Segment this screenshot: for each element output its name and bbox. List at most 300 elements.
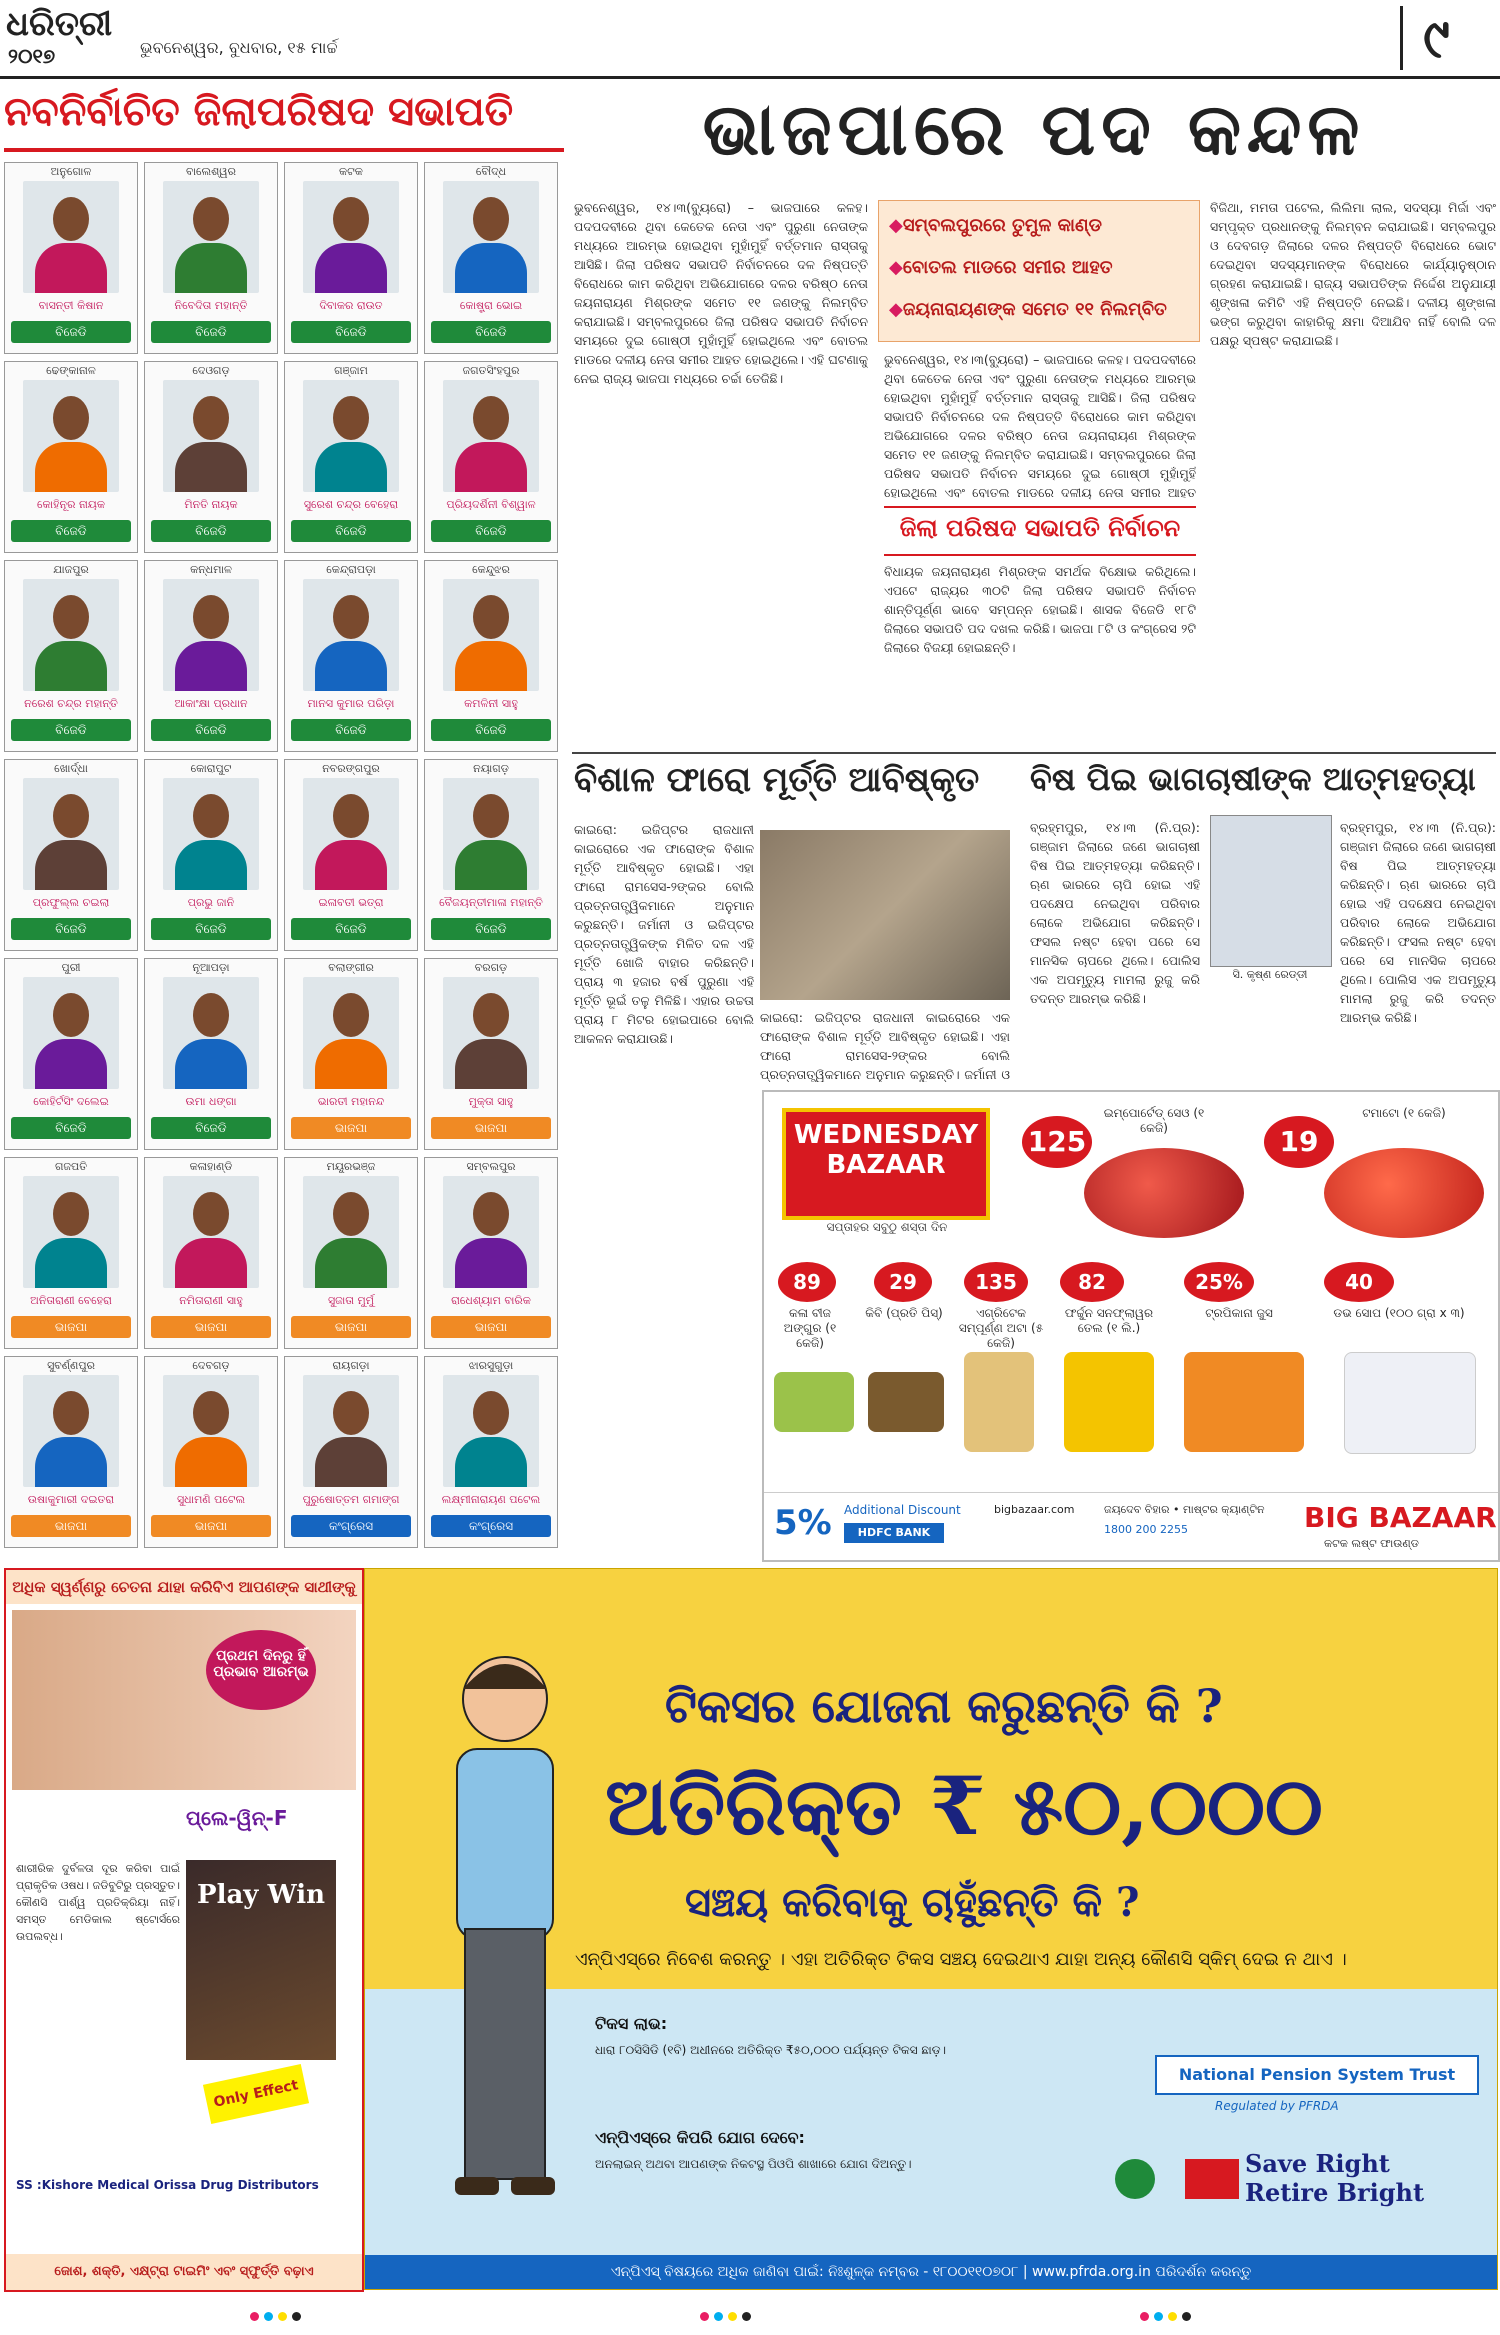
member-photo [23, 1375, 119, 1487]
member-body [175, 243, 247, 293]
pw-brand: ପ୍ଲେ-ୱିନ୍-F [186, 1806, 288, 1830]
zp-member-card[interactable] [144, 958, 278, 1150]
member-face [53, 794, 89, 838]
member-photo [163, 1176, 259, 1288]
member-body [175, 840, 247, 890]
bb-address: ଜୟଦେବ ବିହାର • ମାଷ୍ଟର କ୍ୟାଣ୍ଟିନ [1104, 1503, 1265, 1516]
member-name: ଦିବାକର ରାଉତ [319, 299, 383, 312]
zp-election-subhead: ଜିଲା ପରିଷଦ ସଭାପତି ନିର୍ବାଚନ [884, 506, 1196, 556]
item-name: କିବି (ପ୍ରତି ପିସ୍) [865, 1306, 943, 1320]
page-number: ୯ [1400, 6, 1450, 70]
district-label: ଢେଙ୍କାନାଳ [46, 364, 96, 377]
reg-mark [728, 2312, 737, 2321]
reg-mark [1168, 2312, 1177, 2321]
member-photo [303, 1176, 399, 1288]
pfrda-logo-icon [1115, 2159, 1155, 2199]
district-label: ଖୋର୍ଦ୍ଧା [54, 762, 88, 775]
member-body [315, 1238, 387, 1288]
member-face [53, 197, 89, 241]
nps-headline-3: ସଞ୍ଚୟ କରିବାକୁ ଚାହୁଁଛନ୍ତି କି ? [685, 1879, 1140, 1926]
wb-title2: BAZAAR [826, 1150, 946, 1180]
nps-footer[interactable]: ଏନ୍‌ପିଏସ୍ ବିଷୟରେ ଅଧିକ ଜାଣିବା ପାଇଁ: ନିଃଶୁଳ୍କ ନମ୍ବର - ୧୮୦୦୧୧୦୭୦୮ | www.pfrda.org.in ପରିଦର୍ଶନ କରନ୍ତୁ [365, 2255, 1497, 2289]
zp-member-card[interactable] [144, 361, 278, 553]
member-name: ପ୍ରିୟଦର୍ଶିନୀ ବିଶ୍ୱାଳ [446, 498, 536, 511]
price-tag: 125 [1022, 1116, 1092, 1168]
zp-member-card[interactable] [4, 560, 138, 752]
nps-ad[interactable] [364, 1568, 1498, 2290]
bb-phone: 1800 200 2255 [1104, 1523, 1188, 1536]
member-photo [303, 579, 399, 691]
bigbazaar-logo: BIG BAZAAR [1304, 1501, 1497, 1534]
member-photo [23, 977, 119, 1089]
member-photo [23, 181, 119, 293]
district-label: ବଲାଙ୍ଗୀର [328, 961, 374, 974]
farmer-headline[interactable]: ବିଷ ପିଇ ଭାଗଚାଷୀଙ୍କ ଆତ୍ମହତ୍ୟା [1030, 760, 1476, 798]
member-face [53, 993, 89, 1037]
nps-join-text: ଅନଲାଇନ୍ ଅଥବା ଆପଣଙ୍କ ନିକଟସ୍ଥ ପିଓପି ଶାଖାରେ ଯୋଗ ଦିଅନ୍ତୁ। [595, 2157, 912, 2171]
member-face [473, 595, 509, 639]
lead-bullets-box [878, 200, 1200, 342]
statue-photo [760, 830, 1010, 1000]
zp-member-card[interactable] [4, 361, 138, 553]
zp-member-card[interactable] [284, 1356, 418, 1548]
price-tag: 82 [1060, 1262, 1124, 1302]
playwin-ad[interactable] [4, 1568, 364, 2292]
zp-member-card[interactable] [4, 162, 138, 354]
reg-mark [278, 2312, 287, 2321]
lead-headline[interactable]: ଭାଜପାରେ ପଦ କନ୍ଦଳ [702, 86, 1366, 171]
member-body [175, 1437, 247, 1487]
zp-member-card[interactable] [424, 759, 558, 951]
oil-pack-image [1064, 1352, 1154, 1452]
member-name: କୋହିନୂର ନାୟକ [36, 498, 106, 511]
district-label: ଅନୁଗୋଳ [50, 165, 92, 178]
member-photo [163, 579, 259, 691]
member-body [455, 1238, 527, 1288]
zp-member-card[interactable] [284, 361, 418, 553]
member-face [333, 595, 369, 639]
member-face [193, 993, 229, 1037]
member-face [333, 794, 369, 838]
party-badge: ବିଜେଡି [11, 1117, 131, 1139]
member-body [455, 243, 527, 293]
district-label: ବୌଦ୍ଧ [475, 165, 507, 178]
member-name: ସୁରେଶ ଚନ୍ଦ୍ର ବେହେରା [303, 498, 399, 511]
item-name: ଇମ୍ପୋର୍ଟେଡ୍ ସେଓ (୧ କେଜି) [1103, 1106, 1205, 1135]
member-name: କୋଷ୍ଟ୍ରା ଭୋଇ [459, 299, 523, 312]
member-name: ବାସନ୍ତୀ କିଷାନ [38, 299, 104, 312]
member-photo [23, 579, 119, 691]
member-photo [23, 1176, 119, 1288]
district-label: କୋରାପୁଟ [190, 762, 232, 775]
zp-section-title: ନବନିର୍ବାଚିତ ଜିଲାପରିଷଦ ସଭାପତି [4, 88, 564, 152]
member-name: ମିନତି ନାୟକ [184, 498, 238, 511]
member-name: ନମିତାରାଣୀ ସାହୁ [179, 1294, 243, 1307]
member-face [333, 1391, 369, 1435]
member-photo [443, 1176, 539, 1288]
party-badge: ଭାଜପା [11, 1515, 131, 1537]
member-face [473, 993, 509, 1037]
member-photo [443, 181, 539, 293]
pw-offer-badge: Only Effect [203, 2064, 309, 2124]
district-label: ସୁବର୍ଣ୍ଣପୁର [47, 1359, 95, 1372]
wb-title1: WEDNESDAY [793, 1120, 979, 1150]
party-badge: ବିଜେଡି [151, 719, 271, 741]
reg-mark [1140, 2312, 1149, 2321]
price-tag: 25% [1184, 1262, 1254, 1302]
item-name: ଟମାଟୋ (୧ କେଜି) [1362, 1106, 1446, 1120]
item-name: କଳା ବୀଜ ଅଙ୍ଗୁର (୧ କେଜି) [783, 1306, 837, 1350]
member-photo [303, 1375, 399, 1487]
party-badge: ଭାଜପା [431, 1316, 551, 1338]
district-label: ମୟୂରଭଞ୍ଜ [326, 1160, 376, 1173]
member-body [35, 243, 107, 293]
member-body [455, 641, 527, 691]
member-body [455, 1039, 527, 1089]
member-face [473, 396, 509, 440]
member-face [53, 1391, 89, 1435]
nps-join-title: ଏନ୍‌ପିଏସ୍‌ରେ କିପରି ଯୋଗ ଦେବେ: [595, 2128, 805, 2147]
zp-member-card[interactable] [144, 1157, 278, 1349]
party-badge: କଂଗ୍ରେସ [431, 1515, 551, 1537]
member-name: ପ୍ରଭୁ ଜାନି [187, 896, 235, 909]
hdfc-logo: HDFC BANK [844, 1523, 944, 1543]
member-body [455, 840, 527, 890]
item-name: ଡଭ ସୋପ (୧୦୦ ଗ୍ରା x ୩) [1333, 1306, 1465, 1320]
party-badge: ବିଜେଡି [431, 719, 551, 741]
member-photo [163, 778, 259, 890]
party-badge: ଭାଜପା [151, 1316, 271, 1338]
farmer-story-col1: ବ୍ରହ୍ମପୁର, ୧୪।୩ (ନି.ପ୍ର): ଗଞ୍ଜାମ ଜିଲାରେ ଜଣେ ଭାଗଚାଷୀ ବିଷ ପିଇ ଆତ୍ମହତ୍ୟା କରିଛନ୍ତି। ଋଣ ଭାରରେ ଚାପି ହୋଇ ଏହି ପଦକ୍ଷେପ ନେଇଥିବା ପରିବାର ଲୋକେ ଅଭିଯୋଗ କରିଛନ୍ତି। ଫସଲ ନଷ୍ଟ ହେବା ପରେ ସେ ମାନସିକ ଚାପରେ ଥିଲେ। ପୋଲିସ ଏକ ଅପମୃତ୍ୟୁ ମାମଲା ରୁଜୁ କରି ତଦନ୍ତ ଆରମ୍ଭ କରିଛି। [1030, 820, 1200, 1006]
nps-trust-logo: National Pension System Trust [1155, 2055, 1479, 2095]
member-name: ଭାରତୀ ମହାନନ୍ଦ [317, 1095, 385, 1108]
zp-member-card[interactable] [284, 162, 418, 354]
member-face [53, 1192, 89, 1236]
price-tag: 89 [778, 1262, 836, 1302]
reg-mark [292, 2312, 301, 2321]
district-label: ଜଗତସିଂହପୁର [462, 364, 520, 377]
member-body [35, 442, 107, 492]
member-photo [23, 778, 119, 890]
farmer-story-col2: ବ୍ରହ୍ମପୁର, ୧୪।୩ (ନି.ପ୍ର): ଗଞ୍ଜାମ ଜିଲାରେ ଜଣେ ଭାଗଚାଷୀ ବିଷ ପିଇ ଆତ୍ମହତ୍ୟା କରିଛନ୍ତି। ଋଣ ଭାରରେ ଚାପି ହୋଇ ଏହି ପଦକ୍ଷେପ ନେଇଥିବା ପରିବାର ଲୋକେ ଅଭିଯୋଗ କରିଛନ୍ତି। ଫସଲ ନଷ୍ଟ ହେବା ପରେ ସେ ମାନସିକ ଚାପରେ ଥିଲେ। ପୋଲିସ ଏକ ଅପମୃତ୍ୟୁ ମାମଲା ରୁଜୁ କରି ତଦନ୍ତ ଆରମ୍ଭ କରିଛି। [1340, 820, 1496, 1025]
district-label: ଗଜପତି [54, 1160, 88, 1173]
nps-benefit-title: ଟିକସ ଲାଭ: [595, 2014, 668, 2033]
save-right-retire-bright [1245, 2149, 1465, 2209]
district-label: ସମ୍ବଲପୁର [466, 1160, 516, 1173]
party-badge: ବିଜେଡି [11, 520, 131, 542]
lead-bullet: ◆ ସମ୍ବଲପୁରରେ ତୁମୁଳ କାଣ୍ଡ [889, 215, 1102, 236]
zp-member-card[interactable] [4, 1356, 138, 1548]
member-name: ପୁରୁଷୋତ୍ତମ ଗମାଙ୍ଗ [302, 1493, 400, 1506]
item-name: ଫର୍ଚ୍ଚୁନ ସନଫ୍ଲାୱର ତେଲ (୧ ଲି.) [1064, 1306, 1154, 1335]
member-face [193, 794, 229, 838]
party-badge: ବିଜେଡି [151, 321, 271, 343]
offer-percent: 5% [774, 1503, 832, 1543]
reg-mark [714, 2312, 723, 2321]
member-photo [163, 977, 259, 1089]
divider [572, 752, 1496, 754]
member-face [193, 595, 229, 639]
member-photo [163, 181, 259, 293]
district-label: ଯାଜପୁର [53, 563, 89, 576]
zp-member-card[interactable] [424, 1157, 558, 1349]
couple-photo [12, 1610, 356, 1790]
cartoon-man-illustration [405, 1629, 605, 2229]
member-face [333, 1192, 369, 1236]
member-body [455, 1437, 527, 1487]
member-name: ମାନସ କୁମାର ପରିଡ଼ା [307, 697, 395, 710]
zp-member-card[interactable] [424, 361, 558, 553]
party-badge: ଭାଜପା [431, 1117, 551, 1139]
lead-bullet: ◆ ବୋତଲ ମାଡରେ ସମୀର ଆହତ [889, 257, 1113, 278]
item-name: ଟ୍ରପିକାନା ଜୁସ [1205, 1306, 1273, 1320]
zp-member-card[interactable] [4, 1157, 138, 1349]
member-photo [163, 380, 259, 492]
member-name: ନରେଶ ଚନ୍ଦ୍ର ମହାନ୍ତି [24, 697, 118, 710]
party-badge: ବିଜେଡି [431, 321, 551, 343]
member-face [193, 1192, 229, 1236]
member-body [175, 1238, 247, 1288]
pw-footer: ଜୋଶ, ଶକ୍ତି, ଏକ୍ଷ୍ଟ୍ରା ଟାଇମିଂ ଏବଂ ସ୍ଫୁର୍ତ୍ତି ବଢ଼ାଏ [6, 2254, 362, 2290]
member-face [193, 1391, 229, 1435]
zp-member-card[interactable] [144, 759, 278, 951]
member-name: ସୁଧାମଣି ପଟେଲ [176, 1493, 246, 1506]
lead-bullet: ◆ ଜୟନାରାୟଣଙ୍କ ସମେତ ୧୧ ନିଲମ୍ବିତ [889, 299, 1167, 320]
offer-text: Additional Discount [844, 1503, 961, 1517]
party-badge: ବିଜେଡି [151, 520, 271, 542]
member-name: କୋହିର୍ଟସିଂ ଦଲେଇ [33, 1095, 109, 1108]
member-face [53, 595, 89, 639]
member-photo [163, 1375, 259, 1487]
lead-story-col1: ଭୁବନେଶ୍ୱର, ୧୪।୩(ବ୍ୟୁରୋ) – ଭାଜପାରେ କଳହ। ପଦପଦବୀରେ ଥିବା କେତେକ ନେତା ଏବଂ ପୁରୁଣା ନେତାଙ୍କ ମଧ୍ୟରେ ଆରମ୍ଭ ହୋଇଥିବା ମୁହାଁମୁହିଁ ବର୍ତ୍ତମାନ ରାସ୍ତାକୁ ଆସିଛି। ଜିଲା ପରିଷଦ ସଭାପତି ନିର୍ବାଚନରେ ଦଳ ନିଷ୍ପତ୍ତି ବିରୋଧରେ କାମ କରିଥିବା ଅଭିଯୋଗରେ ଦଳର ବରିଷ୍ଠ ନେତା ଜୟନାରାୟଣ ମିଶ୍ରଙ୍କ ସମେତ ୧୧ ଜଣଙ୍କୁ ନିଲମ୍ବିତ କରାଯାଇଛି। ସମ୍ବଲପୁରରେ ଜିଲା ପରିଷଦ ସଭାପତି ନିର୍ବାଚନ ସମୟରେ ଦୁଇ ଗୋଷ୍ଠୀ ମୁହାଁମୁହିଁ ହୋଇଥିଲେ ଏବଂ ବୋତଲ ମାଡରେ ଦଳୀୟ ନେତା ସମୀର ଆହତ ହୋଇଥିଲେ। ଏହି ଘଟଣାକୁ ନେଇ ରାଜ୍ୟ ଭାଜପା ମଧ୍ୟରେ ଚର୍ଚ୍ଚା ତେଜିଛି। [574, 200, 868, 386]
district-label: ନୟାଗଡ଼ [473, 762, 509, 775]
district-label: କଟକ [339, 165, 363, 178]
statue-story-col2: କାଇରୋ: ଇଜିପ୍ଟର ରାଜଧାନୀ କାଇରୋରେ ଏକ ଫାରୋଙ୍କ ବିଶାଳ ମୂର୍ତ୍ତି ଆବିଷ୍କୃତ ହୋଇଛି। ଏହା ଫାରୋ ରାମସେସ-୨ଙ୍କର ବୋଲି ପ୍ରତ୍ନତାତ୍ତ୍ୱିକମାନେ ଅନୁମାନ କରୁଛନ୍ତି। ଜର୍ମାନୀ ଓ [760, 1010, 1010, 1082]
member-photo [23, 380, 119, 492]
newspaper-logo[interactable]: ଧରିତ୍ରୀ [6, 4, 113, 44]
district-label: ଗଞ୍ଜାମ [334, 364, 368, 377]
dateline: ଭୁବନେଶ୍ୱର, ବୁଧବାର, ୧୫ ମାର୍ଚ୍ଚ [140, 38, 338, 57]
member-photo [303, 181, 399, 293]
member-name: କମଳିନୀ ସାହୁ [464, 697, 518, 710]
member-body [35, 1238, 107, 1288]
party-badge: ବିଜେଡି [11, 321, 131, 343]
reg-mark [264, 2312, 273, 2321]
member-photo [443, 380, 539, 492]
member-body [315, 243, 387, 293]
lead-story-col3: ବିଧାୟକ ଜୟନାରାୟଣ ମିଶ୍ରଙ୍କ ସମର୍ଥକ ବିକ୍ଷୋଭ କରିଥିଲେ। ଏପଟେ ରାଜ୍ୟର ୩୦ଟି ଜିଲା ପରିଷଦ ସଭାପତି ନିର୍ବାଚନ ଶାନ୍ତିପୂର୍ଣ୍ଣ ଭାବେ ସମ୍ପନ୍ନ ହୋଇଛି। ଶାସକ ବିଜେଡି ୧୮ଟି ଜିଲାରେ ସଭାପତି ପଦ ଦଖଲ କରିଛି। ଭାଜପା ୮ଟି ଓ କଂଗ୍ରେସ ୨ଟି ଜିଲାରେ ବିଜୟୀ ହୋଇଛନ୍ତି। [884, 564, 1196, 655]
party-badge: ବିଜେଡି [11, 918, 131, 940]
item-name: ଏଗ୍ରିଟେକ ସମ୍ପୂର୍ଣ୍ଣ ଅଟା (୫ କେଜି) [958, 1306, 1044, 1350]
member-photo [443, 778, 539, 890]
nps-benefit-text: ଧାରା ୮୦ସିସିଡି (୧ବି) ଅଧୀନରେ ଅତିରିକ୍ତ ₹୫୦,୦୦୦ ପର୍ଯ୍ୟନ୍ତ ଟିକସ ଛାଡ଼। [595, 2043, 947, 2057]
district-label: ଦେଓଗଡ଼ [192, 364, 230, 377]
soap-pack-image [1344, 1352, 1476, 1454]
party-badge: ଭାଜପା [291, 1117, 411, 1139]
party-badge: କଂଗ୍ରେସ [291, 1515, 411, 1537]
nps-regulated: Regulated by PFRDA [1215, 2099, 1339, 2113]
member-face [333, 993, 369, 1037]
member-body [175, 442, 247, 492]
zp-member-card[interactable] [424, 958, 558, 1150]
reg-mark [1154, 2312, 1163, 2321]
member-photo [303, 977, 399, 1089]
member-photo [303, 778, 399, 890]
price-tag: 19 [1264, 1116, 1334, 1168]
statue-headline[interactable]: ବିଶାଳ ଫାରୋ ମୂର୍ତ୍ତି ଆବିଷ୍କୃତ [574, 760, 980, 800]
member-face [193, 396, 229, 440]
member-name: ପ୍ରଫୁଲ୍ଲ ଚଇଲା [32, 896, 110, 909]
member-face [473, 1391, 509, 1435]
reg-mark [1182, 2312, 1191, 2321]
member-body [35, 1437, 107, 1487]
member-face [473, 1192, 509, 1236]
member-name: ଅନିତାରାଣୀ ବେହେରା [30, 1294, 112, 1307]
party-badge: ବିଜେଡି [431, 918, 551, 940]
statue-story-col1: କାଇରୋ: ଇଜିପ୍ଟର ରାଜଧାନୀ କାଇରୋରେ ଏକ ଫାରୋଙ୍କ ବିଶାଳ ମୂର୍ତ୍ତି ଆବିଷ୍କୃତ ହୋଇଛି। ଏହା ଫାରୋ ରାମସେସ-୨ଙ୍କର ବୋଲି ପ୍ରତ୍ନତାତ୍ତ୍ୱିକମାନେ ଅନୁମାନ କରୁଛନ୍ତି। ଜର୍ମାନୀ ଓ ଇଜିପ୍ଟର ପ୍ରତ୍ନତାତ୍ତ୍ୱିକଙ୍କ ମିଳିତ ଦଳ ଏହି ମୂର୍ତ୍ତି ଖୋଜି ବାହାର କରିଛନ୍ତି। ପ୍ରାୟ ୩ ହଜାର ବର୍ଷ ପୁରୁଣା ଏହି ମୂର୍ତ୍ତି ଭୂଇଁ ତଳୁ ମିଳିଛି। ଏହାର ଉଚ୍ଚତା ପ୍ରାୟ ୮ ମିଟର ହୋଇପାରେ ବୋଲି ଆକଳନ କରାଯାଉଛି। [574, 822, 754, 1046]
nps-logo-icon [1185, 2159, 1239, 2199]
district-label: କନ୍ଧମାଳ [190, 563, 232, 576]
srr-word: Retire [1245, 2178, 1329, 2207]
masthead [0, 0, 1500, 79]
pw-body: ଶାରୀରିକ ଦୁର୍ବଳତା ଦୂର କରିବା ପାଇଁ ପ୍ରାକୃତିକ ଓଷଧ। ଜଡିବୁଟିରୁ ପ୍ରସ୍ତୁତ। କୌଣସି ପାର୍ଶ୍ୱ ପ୍ରତିକ୍ରିୟା ନାହିଁ। ସମସ୍ତ ମେଡିକାଲ ଷ୍ଟୋର୍ସରେ ଉପଲବ୍ଧ। [16, 1862, 180, 1943]
srr-word: Bright [1336, 2178, 1425, 2207]
member-photo [443, 1375, 539, 1487]
bigbazaar-ad[interactable] [762, 1090, 1500, 1562]
pw-top-text: ଅଧିକ ସ୍ୱର୍ଣ୍ଣରୁ ଚେତନା ଯାହା କରିବିଏ ଆପଣଙ୍କ ସାଥୀଙ୍କୁ [6, 1570, 362, 1604]
member-body [35, 840, 107, 890]
member-body [315, 1437, 387, 1487]
atta-pack-image [964, 1352, 1034, 1452]
farmer-photo-caption: ସି. କୃଷ୍ଣ ରେଡ୍ଡୀ [1232, 968, 1308, 981]
price-tag: 40 [1324, 1262, 1394, 1302]
district-label: ଦେବଗଡ଼ [192, 1359, 230, 1372]
zp-member-card[interactable] [424, 1356, 558, 1548]
srr-word: Save [1245, 2149, 1308, 2178]
zp-member-card[interactable] [284, 958, 418, 1150]
nps-subline: ଏନ୍‌ପିଏସ୍‌ରେ ନିବେଶ କରନ୍ତୁ । ଏହା ଅତିରିକ୍ତ ଟିକସ ସଞ୍ଚୟ ଦେଇଥାଏ ଯାହା ଅନ୍ୟ କୌଣସି ସ୍କିମ୍ ଦେଇ ନ ଥାଏ । [575, 1949, 1347, 1970]
district-label: ନୂଆପଡ଼ା [192, 961, 230, 974]
party-badge: ବିଜେଡି [291, 321, 411, 343]
bb-footer [764, 1492, 1498, 1561]
member-body [455, 442, 527, 492]
district-label: ରାୟଗଡ଼ା [332, 1359, 370, 1372]
reg-mark [742, 2312, 751, 2321]
district-label: କେନ୍ଦୁଝର [472, 563, 510, 576]
reg-mark [250, 2312, 259, 2321]
member-photo [303, 380, 399, 492]
district-label: ଝାରସୁଗୁଡ଼ା [468, 1359, 514, 1372]
grapes-image [774, 1372, 854, 1432]
zp-member-card[interactable] [144, 560, 278, 752]
party-badge: ବିଜେଡି [11, 719, 131, 741]
member-face [333, 197, 369, 241]
zp-member-card[interactable] [144, 1356, 278, 1548]
zp-member-card[interactable] [424, 560, 558, 752]
zp-member-card[interactable] [4, 759, 138, 951]
reg-mark [700, 2312, 709, 2321]
zp-member-card[interactable] [284, 759, 418, 951]
member-name: ଉମା ଧଙ୍ଗା [185, 1095, 237, 1108]
member-face [333, 396, 369, 440]
member-body [175, 1039, 247, 1089]
party-badge: ବିଜେଡି [151, 1117, 271, 1139]
lead-story-col-middle: ଭୁବନେଶ୍ୱର, ୧୪।୩(ବ୍ୟୁରୋ) – ଭାଜପାରେ କଳହ। ପଦପଦବୀରେ ଥିବା କେତେକ ନେତା ଏବଂ ପୁରୁଣା ନେତାଙ୍କ ମଧ୍ୟରେ ଆରମ୍ଭ ହୋଇଥିବା ମୁହାଁମୁହିଁ ବର୍ତ୍ତମାନ ରାସ୍ତାକୁ ଆସିଛି। ଜିଲା ପରିଷଦ ସଭାପତି ନିର୍ବାଚନରେ ଦଳ ନିଷ୍ପତ୍ତି ବିରୋଧରେ କାମ କରିଥିବା ଅଭିଯୋଗରେ ଦଳର ବରିଷ୍ଠ ନେତା ଜୟନାରାୟଣ ମିଶ୍ରଙ୍କ ସମେତ ୧୧ ଜଣଙ୍କୁ ନିଲମ୍ବିତ କରାଯାଇଛି। ସମ୍ବଲପୁରରେ ଜିଲା ପରିଷଦ ସଭାପତି ନିର୍ବାଚନ ସମୟରେ ଦୁଇ ଗୋଷ୍ଠୀ ମୁହାଁମୁହିଁ ହୋଇଥିଲେ ଏବଂ ବୋତଲ ମାଡରେ ଦଳୀୟ ନେତା ସମୀର ଆହତ [884, 352, 1196, 500]
member-body [315, 840, 387, 890]
member-face [473, 794, 509, 838]
zp-members-grid [4, 162, 564, 1557]
member-name: ଲକ୍ଷ୍ମୀନାରାୟଣ ପଟେଲ [441, 1493, 541, 1506]
party-badge: ବିଜେଡି [291, 918, 411, 940]
member-face [53, 396, 89, 440]
district-label: ବାଲେଶ୍ୱର [186, 165, 236, 178]
price-tag: 29 [874, 1262, 932, 1302]
juice-image [1184, 1352, 1304, 1452]
member-face [473, 197, 509, 241]
party-badge: ବିଜେଡି [431, 520, 551, 542]
party-badge: ଭାଜପା [11, 1316, 131, 1338]
member-name: ମୁକ୍ତା ସାହୁ [468, 1095, 514, 1108]
member-name: ସୁଜାତା ମୁର୍ମୁ [328, 1294, 374, 1307]
party-badge: ବିଜେଡି [291, 520, 411, 542]
member-name: ଆକାଂକ୍ଷା ପ୍ରଧାନ [174, 697, 248, 710]
tomato-image [1324, 1148, 1484, 1238]
lead-story-col2: ବିଜିଥା, ମମତା ପଟେଲ, ଲିଲିମା ଲାଲ, ସଦସ୍ୟା ମିର୍ଜା ଏବଂ ସମ୍ପୃକ୍ତ ପ୍ରଧାନଙ୍କୁ ନିଲମ୍ବନ କରାଯାଇଛି। ସମ୍ବଲପୁର ଓ ଦେବଗଡ଼ ଜିଲାରେ ଦଳର ନିଷ୍ପତ୍ତି ବିରୋଧରେ ଭୋଟ ଦେଇଥିବା ସଦସ୍ୟମାନଙ୍କ ବିରୋଧରେ କାର୍ଯ୍ୟାନୁଷ୍ଠାନ ଗ୍ରହଣ କରାଯାଇଛି। ରାଜ୍ୟ ସଭାପତିଙ୍କ ନିର୍ଦ୍ଦେଶ ଅନୁଯାୟୀ ଶୃଙ୍ଖଳା କମିଟି ଏହି ନିଷ୍ପତ୍ତି ନେଇଛି। ଦଳୀୟ ଶୃଙ୍ଖଳା ଭଙ୍ଗ କରୁଥିବା କାହାରିକୁ କ୍ଷମା ଦିଆଯିବ ନାହିଁ ବୋଲି ଦଳ ପକ୍ଷରୁ ସ୍ପଷ୍ଟ କରାଯାଇଛି। [1210, 200, 1496, 348]
party-badge: ଭାଜପା [151, 1515, 271, 1537]
pw-distributor: SS :Kishore Medical Orissa Drug Distributors [16, 2178, 319, 2192]
wednesday-bazaar-logo [782, 1108, 990, 1220]
farmer-photo [1210, 815, 1332, 967]
party-badge: ଭାଜପା [291, 1316, 411, 1338]
district-label: ନବରଙ୍ଗପୁର [322, 762, 380, 775]
member-name: ରାଧେଶ୍ୟାମ ବାରିକ [451, 1294, 531, 1307]
nps-headline-2: ଅତିରିକ୍ତ ₹ ୫୦,୦୦୦ [605, 1759, 1323, 1853]
member-name: ବୈଜୟନ୍ତୀମାଳା ମହାନ୍ତି [439, 896, 543, 909]
member-body [35, 1039, 107, 1089]
member-body [315, 1039, 387, 1089]
member-photo [443, 977, 539, 1089]
kiwi-image [868, 1372, 944, 1432]
member-name: ଇଳାବତୀ ଭତ୍ରା [318, 896, 384, 909]
district-label: କେନ୍ଦ୍ରାପଡ଼ା [326, 563, 376, 576]
member-face [193, 197, 229, 241]
party-badge: ବିଜେଡି [291, 719, 411, 741]
zp-member-card[interactable] [144, 162, 278, 354]
zp-member-card[interactable] [424, 162, 558, 354]
member-body [35, 641, 107, 691]
district-label: କଳାହାଣ୍ଡି [189, 1160, 233, 1173]
zp-member-card[interactable] [284, 1157, 418, 1349]
member-photo [443, 579, 539, 691]
zp-member-card[interactable] [284, 560, 418, 752]
member-body [315, 641, 387, 691]
price-tag: 135 [964, 1262, 1028, 1302]
district-label: ବରଗଡ଼ [474, 961, 508, 974]
bb-store-tag: କଟକ ଲଷ୍ଟ ଫାଉଣ୍ଡ [1324, 1537, 1419, 1550]
srr-word: Right [1315, 2149, 1390, 2178]
wb-tagline: ସପ୍ତାହର ସବୁଠୁ ଶସ୍ତା ଦିନ [826, 1220, 948, 1234]
year-label: ୨୦୧୭ [8, 44, 56, 68]
bb-web[interactable]: bigbazaar.com [994, 1503, 1075, 1516]
nps-headline-1: ଟିକସର ଯୋଜନା କରୁଛନ୍ତି କି ? [665, 1679, 1223, 1733]
party-badge: ବିଜେଡି [151, 918, 271, 940]
zp-member-card[interactable] [4, 958, 138, 1150]
pw-product-box: Play Win [186, 1860, 336, 2060]
member-name: ଉଷାକୁମାରୀ ଦଇତରା [27, 1493, 115, 1506]
apple-image [1084, 1148, 1244, 1238]
member-body [315, 442, 387, 492]
district-label: ପୁରୀ [61, 961, 81, 974]
